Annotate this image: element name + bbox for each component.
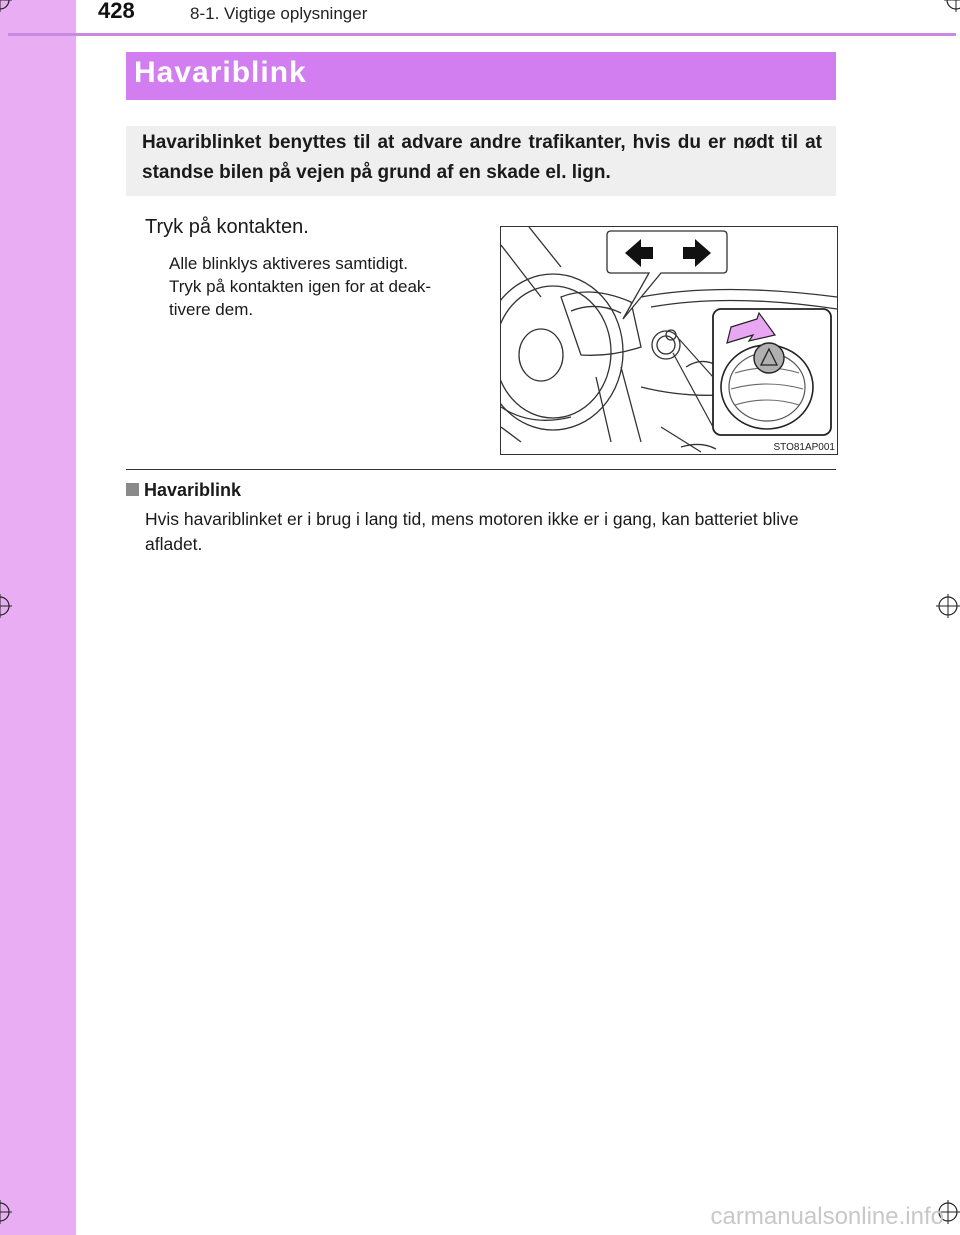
step-detail-line: Alle blinklys aktiveres samtidigt. (169, 254, 409, 273)
registration-mark-icon (0, 0, 12, 12)
note-text: Hvis havariblinket er i brug i lang tid, mens motoren ikke er i gang, kan batteriet blive afladet. (145, 509, 799, 554)
hazard-switch-illustration (500, 226, 838, 455)
watermark: carmanualsonline.info (710, 1203, 944, 1230)
step-instruction: Tryk på kontakten. (145, 216, 309, 238)
registration-mark-icon (0, 1200, 12, 1224)
note-heading-text: Havariblink (144, 480, 242, 500)
section-title: Havariblink (134, 56, 307, 89)
step-detail (169, 252, 481, 321)
step-detail-line: tivere dem. (169, 300, 254, 319)
header-rule (8, 33, 956, 36)
note-heading (126, 480, 241, 501)
page-number: 428 (98, 0, 135, 23)
step-detail-line: Tryk på kontakten igen for at deak- (169, 277, 432, 296)
section-divider (126, 469, 836, 470)
intro-box (126, 126, 836, 196)
intro-text: Havariblinket benyttes til at advare andre trafikanter, hvis du er nødt til at standse bilen på vejen på grund af en skade el. lign. (142, 132, 822, 183)
registration-mark-icon (0, 594, 12, 618)
registration-mark-icon (944, 0, 960, 12)
figure-code: STO81AP001 (773, 442, 835, 453)
registration-mark-icon (936, 594, 960, 618)
chapter-title: 8-1. Vigtige oplysninger (190, 4, 368, 23)
note-bullet-icon (126, 483, 139, 496)
section-title-bar (126, 52, 836, 100)
dashboard-drawing (501, 227, 837, 454)
